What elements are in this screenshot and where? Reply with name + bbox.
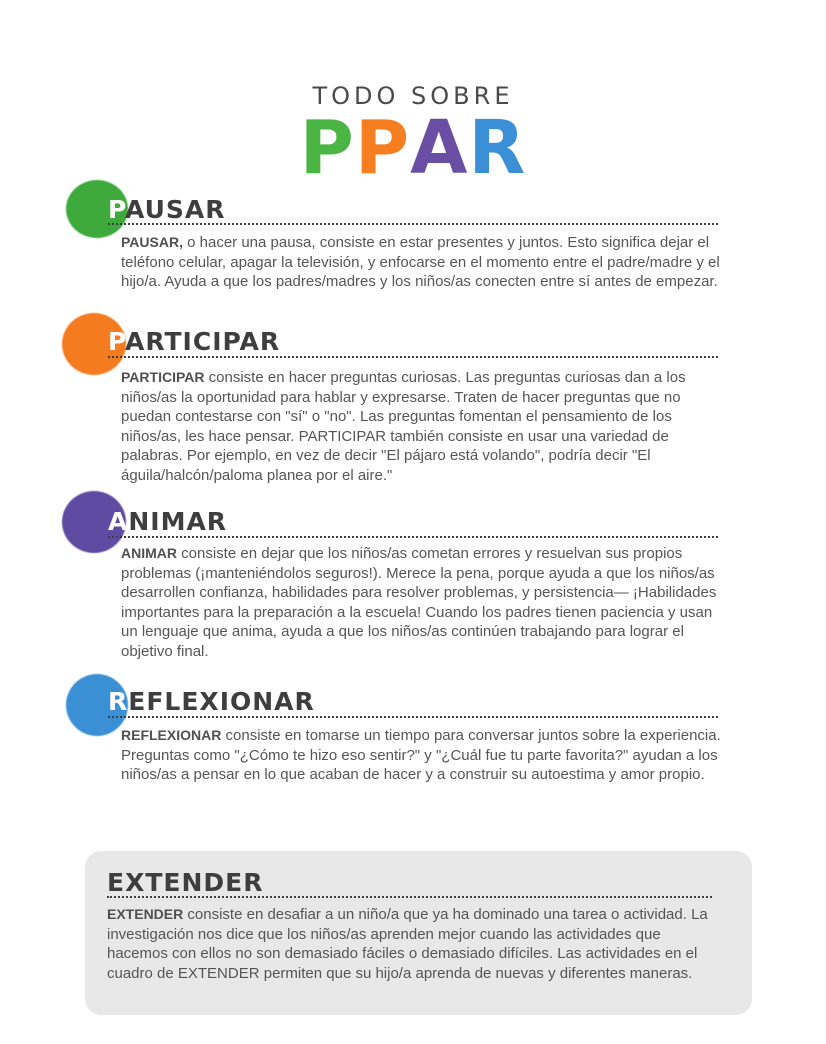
section-title-rest: ARTICIPAR	[125, 327, 281, 356]
dotted-divider	[107, 896, 712, 898]
extend-lead: EXTENDER	[107, 906, 184, 922]
section-title	[108, 507, 227, 537]
dotted-divider	[108, 716, 718, 718]
section-lead: REFLEXIONAR	[121, 727, 222, 743]
page-header	[0, 80, 826, 191]
section-initial: P	[108, 195, 126, 224]
section-body	[121, 726, 721, 785]
section-body	[121, 368, 721, 485]
section-lead: PARTICIPAR	[121, 369, 205, 385]
ppar-letter-2: P	[354, 105, 411, 191]
section-text: consiste en hacer preguntas curiosas. Las preguntas curiosas dan a los niños/as la oportunidad para hablar y expresarse. Traten de hacer preguntas que no puedan contestarse con "sí" o "no". Las preguntas fomentan el pensamiento de los niños/as, les hace pensar. PARTICIPAR también consiste en usar una variedad de palabras. Por ejemplo, en vez de decir "El pájaro está volando", podría decir "El águila/halcón/paloma planea por el aire."	[121, 369, 686, 484]
extend-title: EXTENDER	[107, 868, 264, 897]
section-title	[108, 327, 280, 357]
extend-body	[107, 905, 717, 983]
supertitle: TODO SOBRE	[312, 82, 514, 110]
ppar-letter-3: A	[410, 105, 469, 191]
section-title-rest: EFLEXIONAR	[128, 687, 315, 716]
section-title-rest: NIMAR	[128, 507, 228, 536]
ppar-letter-4: R	[468, 105, 527, 191]
section-body	[121, 544, 721, 661]
section-initial: P	[108, 327, 126, 356]
extend-text: consiste en desafiar a un niño/a que ya ha dominado una tarea o actividad. La investigación nos dice que los niños/as aprenden mejor cuando las actividades que hacemos con ellos no son demasiado fáciles o demasiado difíciles. Las actividades en el cuadro de EXTENDER permiten que su hijo/a aprenda de nuevas y diferentes maneras.	[107, 906, 708, 982]
section-title	[108, 195, 226, 225]
section-initial: A	[108, 507, 129, 536]
ppar-letter-1: P	[299, 105, 355, 191]
section-initial: R	[108, 687, 129, 716]
section-body	[121, 233, 721, 292]
dotted-divider	[108, 536, 718, 538]
section-text: o hacer una pausa, consiste en estar presentes y juntos. Esto significa dejar el teléfono celular, apagar la televisión, y enfocarse en el momento entre el padre/madre y el hijo/a. Ayuda a que los padres/madres y los niños/as conecten entre sí antes de empezar.	[121, 234, 720, 290]
section-title-rest: AUSAR	[125, 195, 226, 224]
section-text: consiste en dejar que los niños/as cometan errores y resuelvan sus propios problemas (¡manteniéndolos seguros!). Merece la pena, porque ayuda a que los niños/as desarrollen confianza, habilidades para resolver problemas, y persistencia— ¡Habilidades importantes para la preparación a la escuela! Cuando los padres tienen paciencia y usan un lenguaje que anima, ayuda a que los niños/as continúen trabajando para lograr el objetivo final.	[121, 545, 717, 660]
section-text: consiste en tomarse un tiempo para conversar juntos sobre la experiencia. Preguntas como "¿Cómo te hizo eso sentir?" y "¿Cuál fue tu parte favorita?" ayudan a los niños/as a pensar en lo que acaban de hacer y a construir su autoestima y amor propio.	[121, 727, 721, 783]
section-lead: PAUSAR,	[121, 234, 183, 250]
dotted-divider	[108, 223, 718, 225]
section-title	[108, 687, 315, 717]
section-lead: ANIMAR	[121, 545, 177, 561]
dotted-divider	[108, 356, 718, 358]
ppar-logo-title	[0, 105, 826, 191]
